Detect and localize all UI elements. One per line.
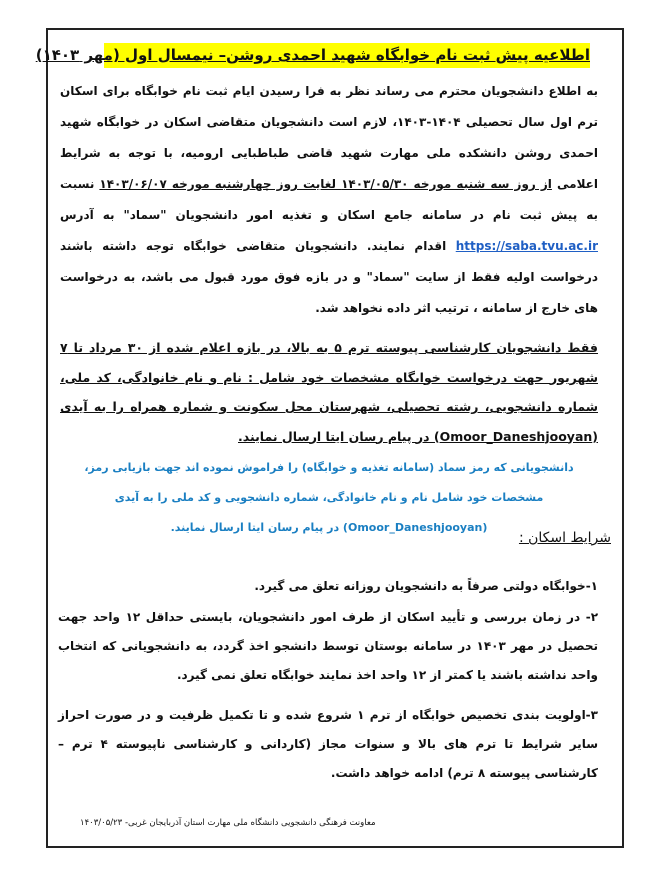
password-recovery-notice: دانشجویانی که رمز سماد (سامانه تغذیه و خوابگاه) را فراموش نموده اند جهت بازیابی رمز، مشخصات خود شامل نام و نام خانوادگی، شماره دانشجویی و کد ملی را به آیدی (Omoor_Daneshjooyan) در پیام رسان ایتا ارسال نمایند. (84, 461, 574, 534)
intro-text-3: اقدام نمایند. دانشجویان متقاضی خوابگاه توجه داشته باشند درخواست اولیه فقط از سایت "سماد" و در بازه فوق مورد قبول می باشد، به درخواست های خارج از سامانه ، ترتیب اثر داده نخواهد شد. (60, 239, 598, 315)
condition-item-3: ۳-اولویت بندی تخصیص خوابگاه از ترم ۱ شروع شده و تا تکمیل ظرفیت و در صورت احراز سایر شرایط تا ترم های بالا و سنوات مجاز (کاردانی و کارشناسی ناپیوسته ۴ ترم – کارشناسی پیوسته ۸ ترم) ادامه خواهد داشت. (58, 708, 598, 780)
intro-text-1: به اطلاع دانشجویان محترم می رساند نظر به فرا رسیدن ایام ثبت نام خوابگاه برای اسکان ترم اول سال تحصیلی ۱۴۰۴-۱۴۰۳، لازم است دانشجویان متقاضی اسکان در خوابگاه شهید احمدی روشن دانشکده ملی مهارت شهید قاضی طباطبایی ارومیه، با توجه به شرایط اعلامی (60, 84, 598, 191)
announcement-title (35, 43, 590, 68)
intro-text-2: نسبت به پیش ثبت نام در سامانه جامع اسکان و تغذیه امور دانشجویان "سماد" به آدرس (60, 177, 598, 222)
conditions-heading: شرایط اسکان : (518, 530, 611, 546)
registration-dates: از روز سه شنبه مورخه ۱۴۰۳/۰۵/۳۰ لغایت روز چهارشنبه مورخه ۱۴۰۳/۰۶/۰۷ (99, 177, 552, 191)
bold-notice: فقط دانشجویان کارشناسی پیوسته ترم ۵ به بالا، در بازه اعلام شده از ۳۰ مرداد تا ۷ شهریور جهت درخواست خوابگاه مشخصات خود شامل : نام و نام خانوادگی، کد ملی، شماره دانشجویی، رشته تحصیلی، شهرستان محل سکونت و شماره همراه را به آیدی (Omoor_Daneshjooyan) در پیام رسان ایتا ارسال نمایند. (60, 340, 598, 444)
condition-item-1: ۱-خوابگاه دولتی صرفاً به دانشجویان روزانه تعلق می گیرد. (254, 579, 598, 593)
title-text: اطلاعیه پیش ثبت نام خوابگاه شهید احمدی روشن– نیمسال اول (مهر ۱۴۰۳) (35, 46, 590, 64)
intro-paragraph (60, 76, 598, 324)
footer-signature: معاونت فرهنگی دانشجویی دانشگاه ملی مهارت استان آذربایجان غربی- ۱۴۰۳/۰۵/۲۳ (80, 818, 376, 828)
condition-item-2: ۲- در زمان بررسی و تأیید اسکان از طرف امور دانشجویان، بایستی حداقل ۱۲ واحد جهت تحصیل در مهر ۱۴۰۳ در سامانه بوستان توسط دانشجو اخذ گردد، به دانشجویانی که انتخاب واحد نداشته باشند یا کمتر از ۱۲ واحد اخذ نمایند خوابگاه تعلق نمی گیرد. (58, 610, 599, 682)
samad-link[interactable]: https://saba.tvu.ac.ir (455, 239, 598, 253)
